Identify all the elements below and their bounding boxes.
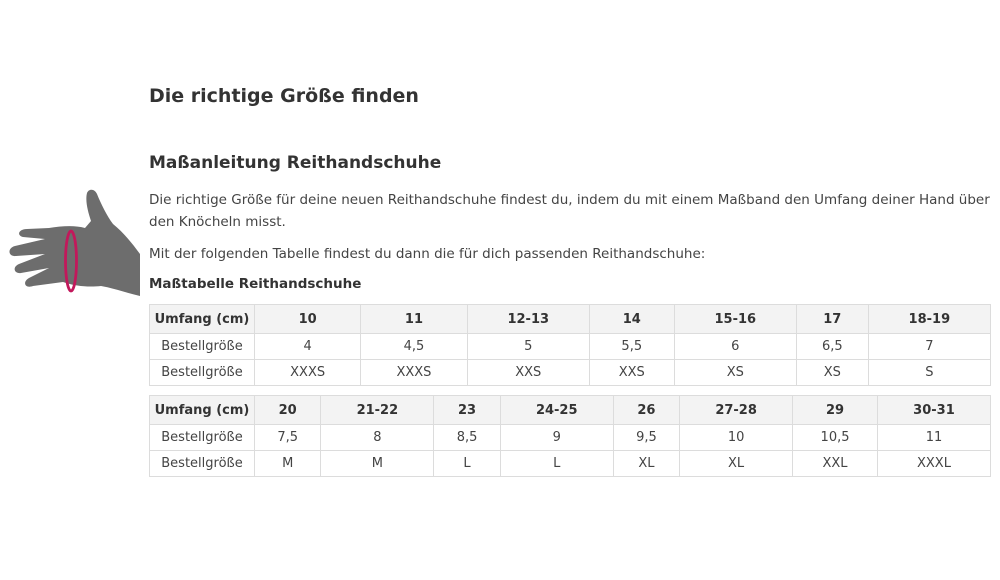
table-cell: XS xyxy=(796,360,868,386)
table-cell: 21-22 xyxy=(321,396,434,425)
table-cell: 14 xyxy=(589,305,674,334)
table-cell: 10 xyxy=(680,425,793,451)
table-cell: 9 xyxy=(500,425,613,451)
table-cell: XXXS xyxy=(255,360,361,386)
table-cell: XS xyxy=(674,360,796,386)
table-header-row xyxy=(150,305,991,334)
table-cell: XXL xyxy=(793,451,878,477)
table-cell: 11 xyxy=(361,305,467,334)
section-title: Maßanleitung Reithandschuhe xyxy=(149,153,442,173)
table-cell: 5 xyxy=(467,334,589,360)
row-label: Bestellgröße xyxy=(150,425,255,451)
table-cell: XXS xyxy=(589,360,674,386)
table-cell: 18-19 xyxy=(868,305,990,334)
row-label: Bestellgröße xyxy=(150,334,255,360)
table-heading: Maßtabelle Reithandschuhe xyxy=(149,276,362,292)
table-cell: 8 xyxy=(321,425,434,451)
table-row xyxy=(150,451,991,477)
table-cell: 5,5 xyxy=(589,334,674,360)
column-header-umfang: Umfang (cm) xyxy=(150,396,255,425)
table-cell: 9,5 xyxy=(613,425,679,451)
table-cell: 17 xyxy=(796,305,868,334)
table-cell: 15-16 xyxy=(674,305,796,334)
intro-text: Die richtige Größe für deine neuen Reithandschuhe findest du, indem du mit einem Maßband den Umfang deiner Hand über den Knöcheln misst. xyxy=(149,192,990,230)
table-cell: XXS xyxy=(467,360,589,386)
page-title: Die richtige Größe finden xyxy=(149,85,419,107)
table-cell: 7,5 xyxy=(255,425,321,451)
table-cell: L xyxy=(434,451,500,477)
table-cell: XL xyxy=(680,451,793,477)
table-intro-text: Mit der folgenden Tabelle findest du dann die für dich passenden Reithandschuhe: xyxy=(149,246,706,262)
table-cell: 12-13 xyxy=(467,305,589,334)
table-cell: 6 xyxy=(674,334,796,360)
column-header-umfang: Umfang (cm) xyxy=(150,305,255,334)
table-cell: 7 xyxy=(868,334,990,360)
table-cell: 24-25 xyxy=(500,396,613,425)
table-cell: XXXL xyxy=(877,451,990,477)
table-cell: 29 xyxy=(793,396,878,425)
table-row xyxy=(150,425,991,451)
row-label: Bestellgröße xyxy=(150,451,255,477)
size-table-1 xyxy=(149,304,991,386)
table-cell: 10 xyxy=(255,305,361,334)
table-cell: 4 xyxy=(255,334,361,360)
table-cell: 4,5 xyxy=(361,334,467,360)
size-table-2 xyxy=(149,395,991,477)
table-row xyxy=(150,334,991,360)
table-cell: XXXS xyxy=(361,360,467,386)
table-cell: 27-28 xyxy=(680,396,793,425)
table-header-row xyxy=(150,396,991,425)
table-cell: M xyxy=(321,451,434,477)
table-cell: 23 xyxy=(434,396,500,425)
table-cell: S xyxy=(868,360,990,386)
table-cell: 8,5 xyxy=(434,425,500,451)
table-cell: 6,5 xyxy=(796,334,868,360)
table-cell: XL xyxy=(613,451,679,477)
table-cell: 11 xyxy=(877,425,990,451)
table-cell: 10,5 xyxy=(793,425,878,451)
hand-measure-icon xyxy=(5,188,140,302)
row-label: Bestellgröße xyxy=(150,360,255,386)
table-cell: 20 xyxy=(255,396,321,425)
table-row xyxy=(150,360,991,386)
table-cell: L xyxy=(500,451,613,477)
table-cell: M xyxy=(255,451,321,477)
table-cell: 26 xyxy=(613,396,679,425)
table-cell: 30-31 xyxy=(877,396,990,425)
